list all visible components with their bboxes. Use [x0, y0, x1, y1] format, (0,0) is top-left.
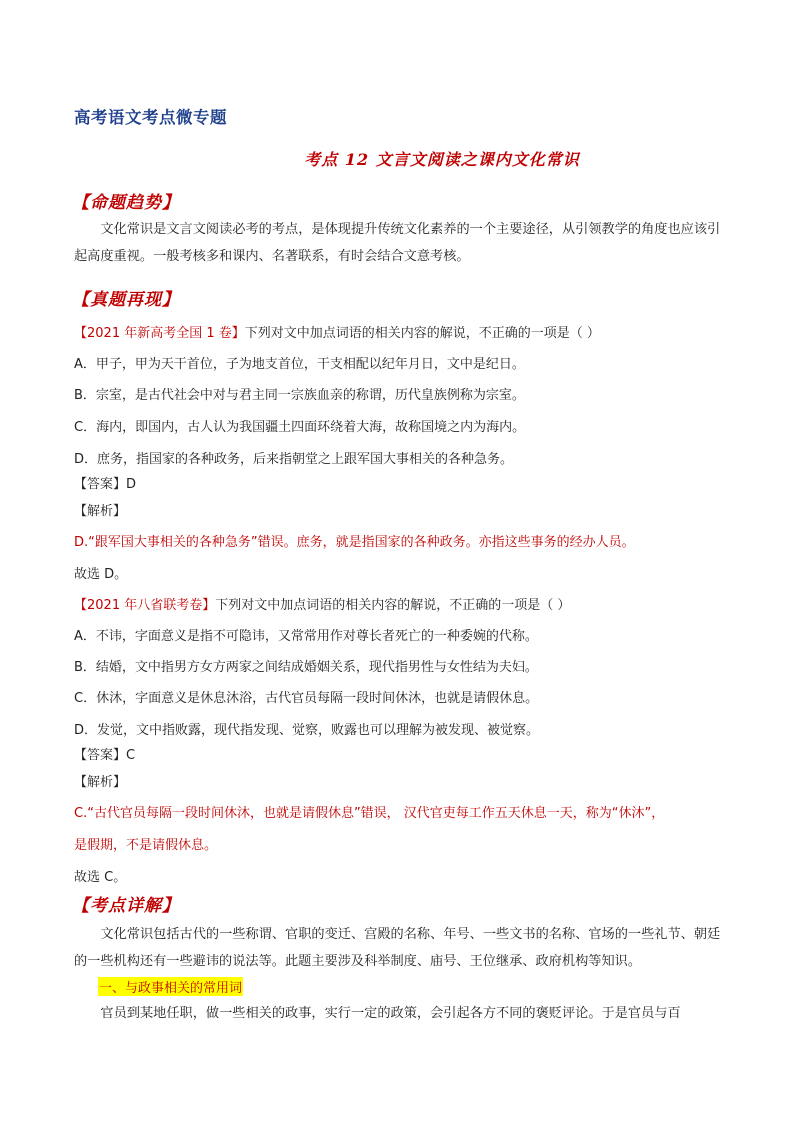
question-1-option-c: C．海内，即国内，古人认为我国疆土四面环绕着大海，故称国境之内为海内。 — [74, 420, 526, 435]
question-1-stem: 下列对文中加点词语的相关内容的解说，不正确的一项是（ ） — [244, 326, 600, 341]
question-2-option-c: C．休沐，字面意义是休息沐浴，古代官员每隔一段时间休沐，也就是请假休息。 — [74, 691, 539, 706]
question-2-answer: 【答案】C — [74, 748, 136, 763]
question-2-stem: 下列对文中加点词语的相关内容的解说，不正确的一项是（ ） — [215, 598, 571, 613]
question-2-option-a: A．不讳，字面意义是指不可隐讳，又常常用作对尊长者死亡的一种委婉的代称。 — [74, 629, 538, 644]
question-2-option-d: D．发觉，文中指败露，现代指发现、觉察，败露也可以理解为被发现、被觉察。 — [74, 723, 540, 738]
question-1-conclusion: 故选 D。 — [74, 567, 128, 582]
section-heading-detail: 【考点详解】 — [72, 896, 180, 916]
section-heading-real: 【真题再现】 — [72, 290, 180, 310]
detail-paragraph-2: 官员到某地任职，做一些相关的政事，实行一定的政策，会引起各方不同的褒贬评论。于是官员与百 — [100, 1006, 681, 1021]
question-2-analysis-line-1: C.“古代官员每隔一段时间休沐，也就是请假休息”错误， 汉代官吏每工作五天休息一天，称为“休沐”， — [74, 806, 665, 821]
question-1-analysis-label: 【解析】 — [74, 504, 127, 519]
question-2-conclusion: 故选 C。 — [74, 870, 127, 885]
question-2-option-b: B．结婚，文中指男方女方两家之间结成婚姻关系，现代指男性与女性结为夫妇。 — [74, 660, 538, 675]
question-1-answer: 【答案】D — [74, 477, 137, 492]
section-heading-trend: 【命题趋势】 — [72, 193, 180, 213]
question-2-analysis-line-2: 是假期，不是请假休息。 — [74, 838, 218, 853]
question-1-analysis: D.“跟军国大事相关的各种急务”错误。庶务，就是指国家的各种政务。亦指这些事务的经办人员。 — [74, 535, 635, 550]
main-title-text: 考点 12 文言文阅读之课内文化常识 — [304, 150, 580, 169]
main-title — [0, 147, 794, 170]
question-1-option-b: B．宗室，是古代社会中对与君主同一宗族血亲的称谓，历代皇族例称为宗室。 — [74, 388, 525, 403]
question-1-stem-line — [74, 322, 600, 341]
question-1-option-d: D．庶务，指国家的各种政务，后来指朝堂之上跟军国大事相关的各种急务。 — [74, 452, 514, 467]
question-2-analysis-label: 【解析】 — [74, 775, 127, 790]
series-title: 高考语文考点微专题 — [74, 108, 227, 127]
detail-subheading: 一、与政事相关的常用词 — [98, 977, 243, 996]
question-2-source: 【2021 年八省联考卷】 — [74, 598, 216, 613]
detail-paragraph: 文化常识包括古代的一些称谓、官职的变迁、宫殿的名称、年号、一些文书的名称、官场的一些礼节、朝廷的一些机构还有一些避讳的说法等。此题主要涉及科举制度、庙号、王位继承、政府机构等知识。 — [74, 927, 721, 969]
question-1-source: 【2021 年新高考全国 1 卷】 — [74, 326, 245, 341]
trend-paragraph: 文化常识是文言文阅读必考的考点，是体现提升传统文化素养的一个主要途径，从引领教学的角度也应该引起高度重视。一般考核多和课内、名著联系，有时会结合文意考核。 — [74, 222, 721, 264]
question-1-option-a: A．甲子，甲为天干首位，子为地支首位，干支相配以纪年月日，文中是纪日。 — [74, 357, 525, 372]
question-2-stem-line — [74, 594, 570, 613]
